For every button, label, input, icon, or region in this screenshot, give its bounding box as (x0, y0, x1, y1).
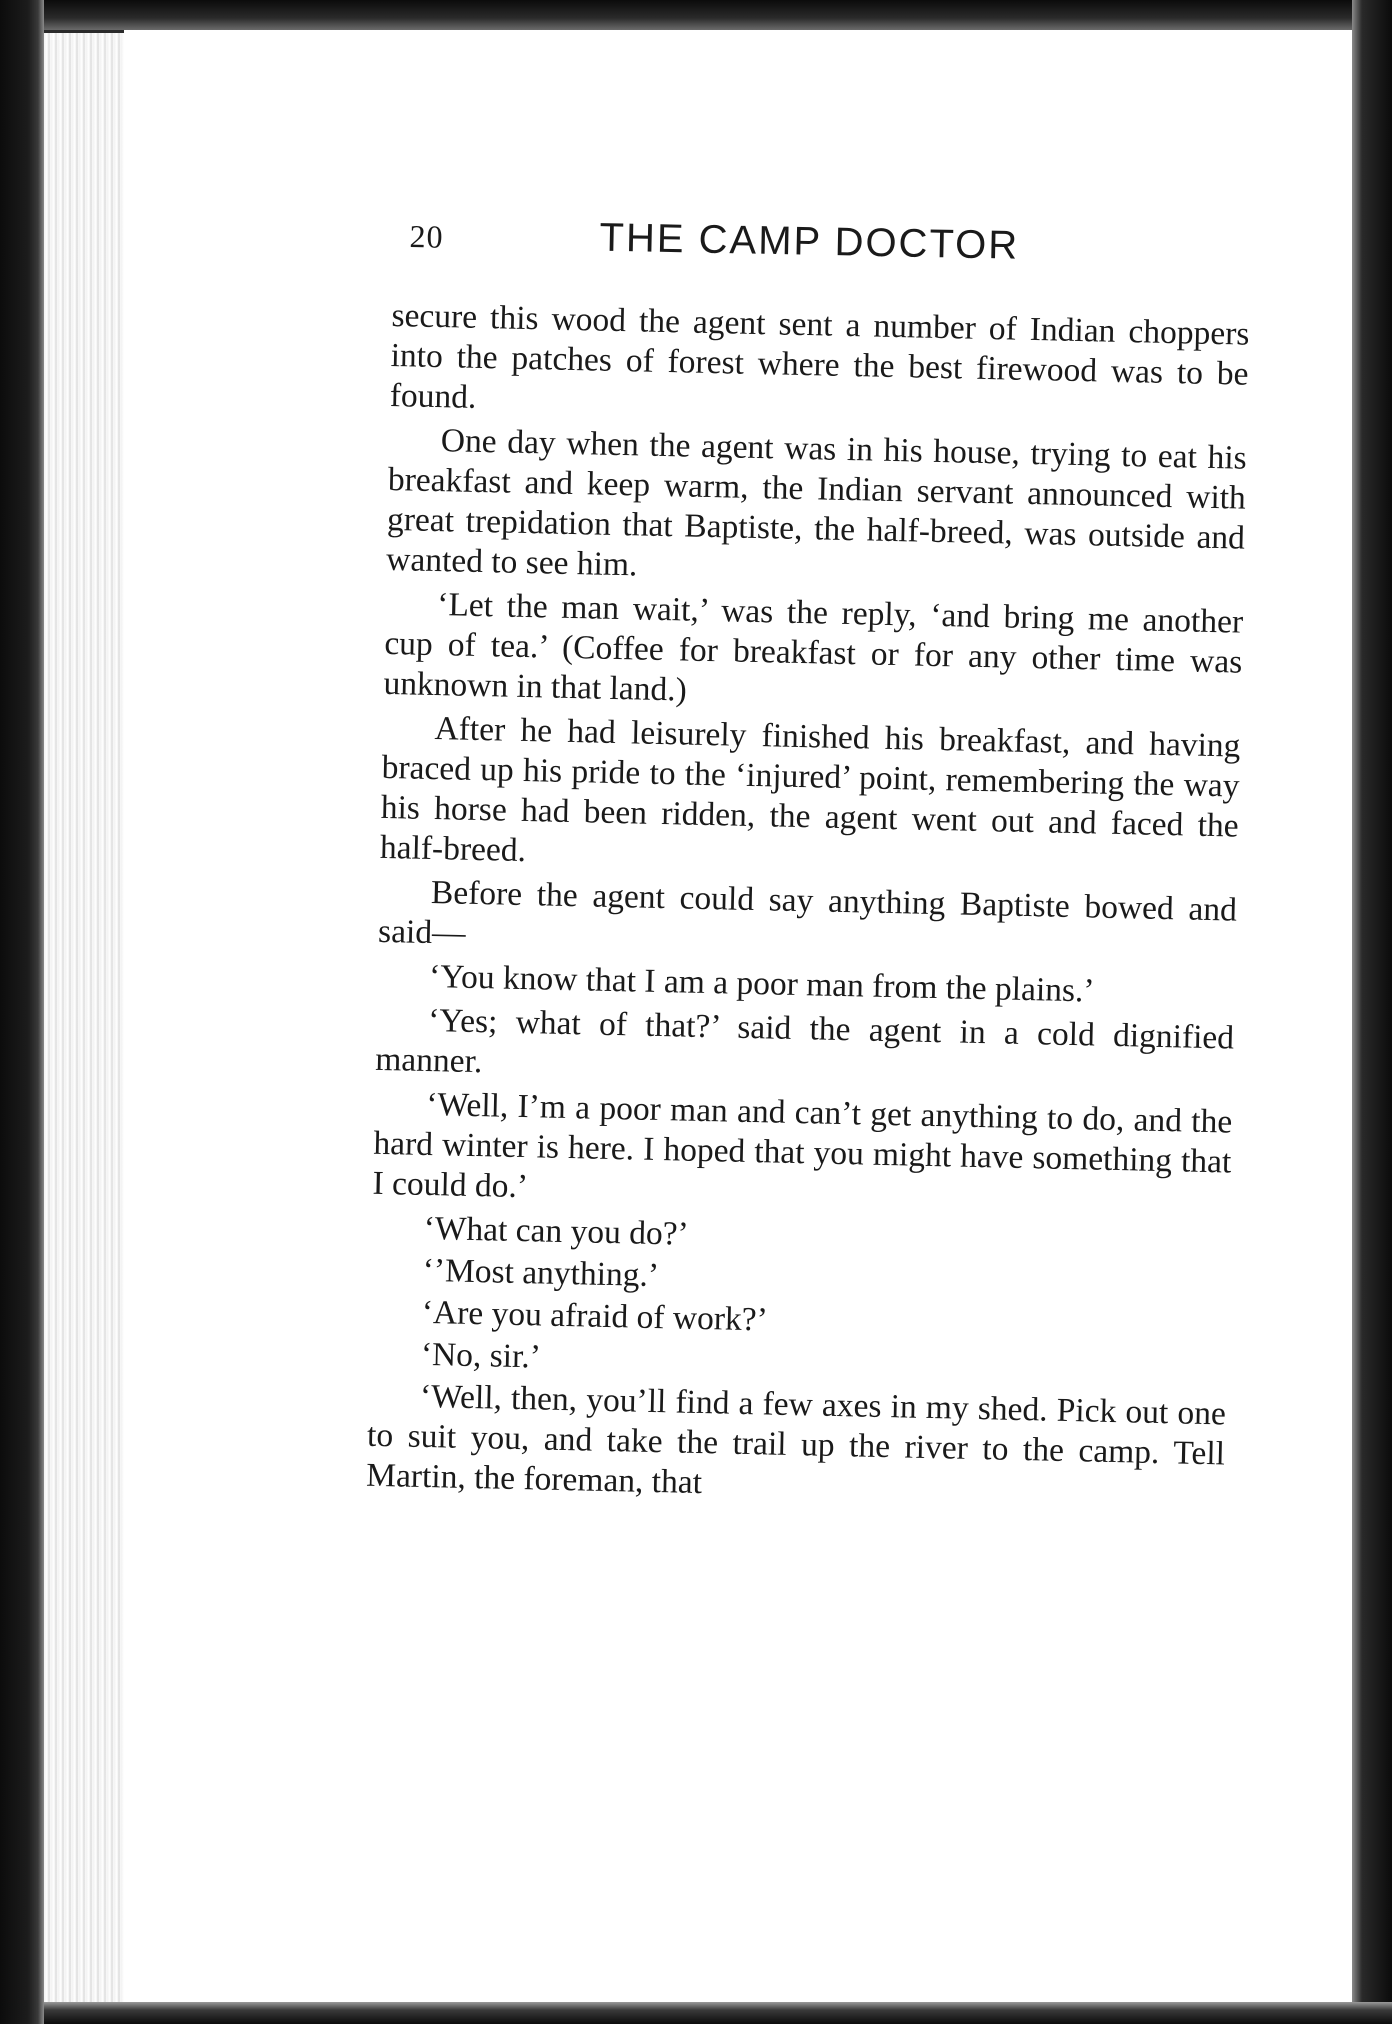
paragraph: After he had leisurely finished his breakfast, and having braced up his pride to the ‘injured’ point, remembering the way his horse had been ridden, the agent went out and faced the half-breed. (379, 710, 1241, 870)
book-cover-left (0, 0, 44, 2024)
paragraph: secure this wood the agent sent a number of Indian choppers into the patches of forest where the best firewood was to be found. (389, 296, 1250, 416)
paragraph: ‘Yes; what of that?’ said the agent in a cold dignified manner. (374, 1001, 1235, 1081)
paragraph: ‘Are you afraid of work?’ (421, 1293, 769, 1339)
running-head (409, 212, 1070, 285)
page-stack-edges (44, 30, 124, 2005)
paragraph: One day when the agent was in his house, trying to eat his breakfast and keep warm, the Indian servant announced with great trepidation that Baptiste, the half-breed, was outside and wanted to see him. (385, 422, 1248, 584)
body-text (366, 296, 1250, 1518)
book-cover-right (1352, 0, 1392, 2024)
paragraph: ‘Well, then, you’ll find a few axes in my shed. Pick out one to suit you, and take the trail up the river to the camp. Tell Martin, the foreman, that (365, 1377, 1227, 1502)
running-title: THE CAMP DOCTOR (599, 215, 1020, 268)
page-number: 20 (409, 217, 444, 255)
paragraph: ‘Let the man wait,’ was the reply, ‘and bring me another cup of tea.’ (Coffee for breakfast or for any other time was unknown in that land.) (383, 586, 1244, 709)
paragraph: ‘’Most anything.’ (422, 1251, 660, 1295)
paragraph: ‘Well, I’m a poor man and can’t get anything to do, and the hard winter is here. I hoped that you might have something that I could do.’ (372, 1085, 1233, 1206)
paragraph: Before the agent could say anything Baptiste bowed and said— (377, 873, 1238, 952)
paragraph: ‘What can you do?’ (423, 1209, 690, 1253)
paragraph: ‘You know that I am a poor man from the plains.’ (428, 957, 1095, 1010)
paragraph: ‘No, sir.’ (420, 1335, 542, 1376)
book-edge-bottom (44, 2002, 1392, 2024)
book-edge-top (44, 0, 1392, 30)
